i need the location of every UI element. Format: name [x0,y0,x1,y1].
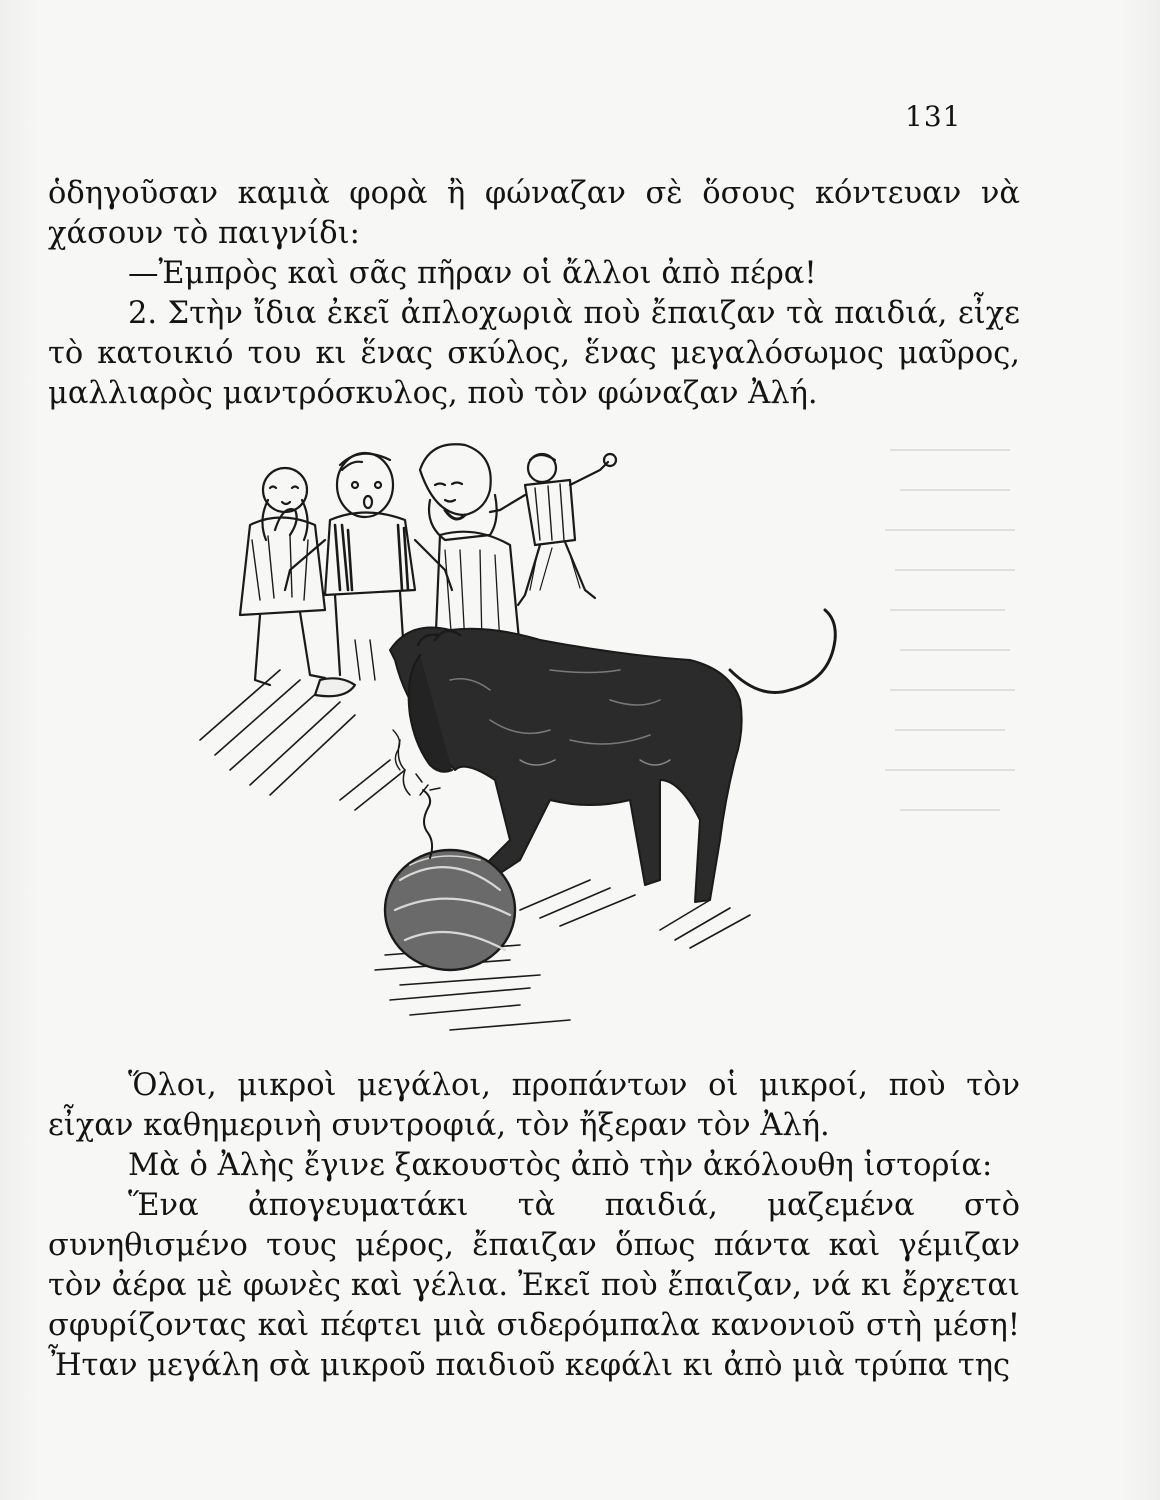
dog-children-bomb-illustration-icon [190,440,890,1040]
top-text-block [48,174,1020,414]
paragraph-section-2: 2. Στὴν ἴδια ἐκεῖ ἀπλοχωριὰ ποὺ ἔπαιζαν τὰ παιδιά, εἶχε τὸ κατοικιό του κι ἕνας σκύλος, ἕνας μεγαλόσωμος μαῦρος, μαλλιαρὸς μαντρόσκυλος, ποὺ τὸν φώναζαν Ἀλή. [48,296,1020,411]
page-number: 131 [905,100,962,133]
child-small-figure [240,468,325,685]
bottom-text-block [48,1066,1020,1386]
child-girl-figure [420,444,520,655]
paragraph-continuation: ὁδηγοῦσαν καμιὰ φορὰ ἢ φώναζαν σὲ ὅσους κόντευαν νὰ χάσουν τὸ παιγνίδι: [48,176,1020,251]
paragraph-dialogue: —Ἐμπρὸς καὶ σᾶς πῆραν οἱ ἄλλοι ἀπὸ πέρα! [128,256,817,291]
bleed-through-shadow [880,420,1030,900]
paragraph-story-begins: Ἕνα ἀπογευματάκι τὰ παιδιά, μαζεμένα στὸ συνηθισμένο τους μέρος, ἔπαιζαν ὅπως πάντα καὶ γέμιζαν τὸν ἀέρα μὲ φωνὲς καὶ γέλια. Ἐκεῖ ποὺ ἔπαιζαν, νά κι ἔρχεται σφυρίζοντας καὶ πέφτει μιὰ σιδερόμπαλα κανονιοῦ στὴ μέση! Ἦταν μεγάλη σὰ μικροῦ παιδιοῦ κεφάλι κι ἀπὸ μιὰ τρύπα της [48,1188,1020,1383]
child-running-figure [490,454,616,605]
paragraph-everyone: Ὅλοι, μικροὶ μεγάλοι, προπάντων οἱ μικροί, ποὺ τὸν εἶχαν καθημερινὴ συντροφιά, τὸν ἤξεραν τὸν Ἀλή. [48,1068,1020,1143]
paragraph-story-intro: Μὰ ὁ Ἀλὴς ἔγινε ξακουστὸς ἀπὸ τὴν ἀκόλουθη ἱστορία: [128,1148,993,1183]
illustration [190,440,890,1040]
